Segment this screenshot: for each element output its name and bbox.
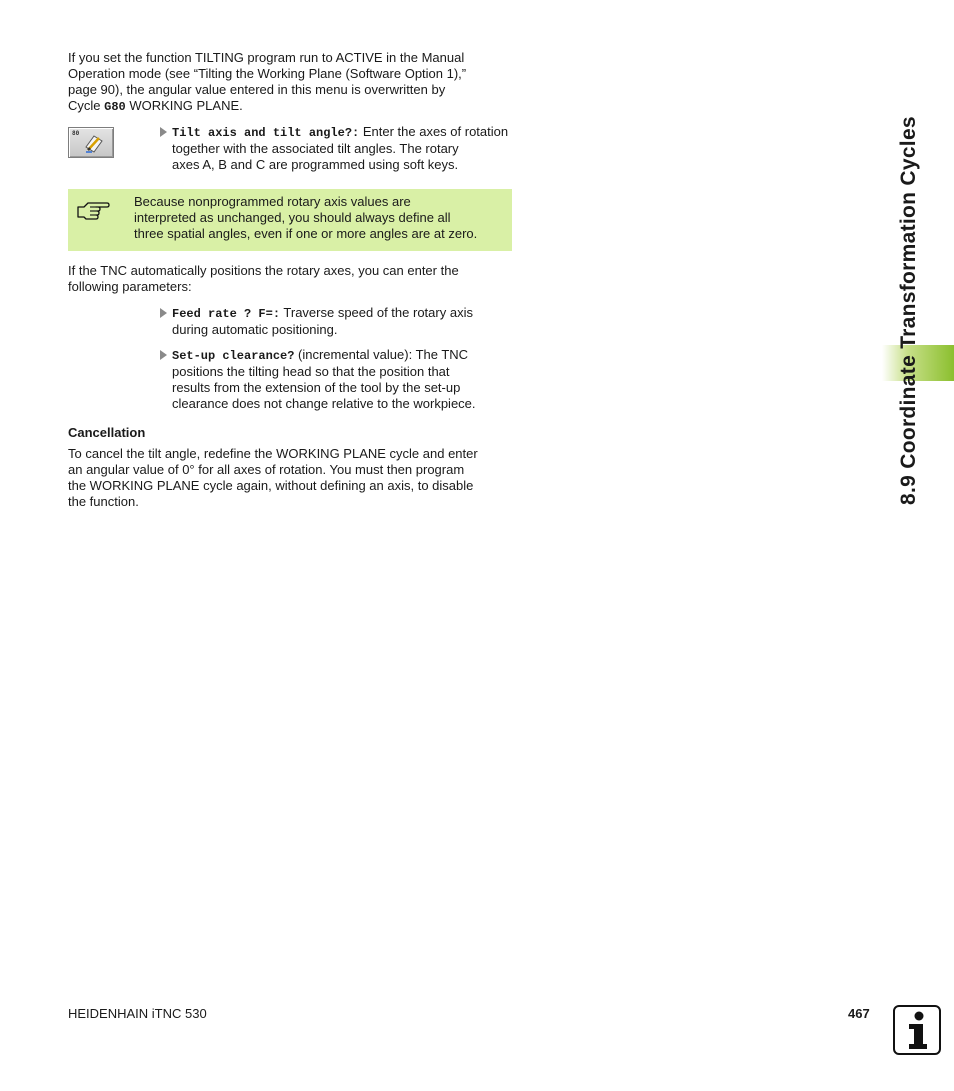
parameter-code: Tilt axis and tilt angle?: bbox=[172, 126, 360, 140]
feed-rate-parameter: Feed rate ? F=: Traverse speed of the rotary axis during automatic positioning. bbox=[172, 305, 517, 338]
parameter-code: Set-up clearance? bbox=[172, 349, 295, 363]
footer-product: HEIDENHAIN iTNC 530 bbox=[68, 1006, 207, 1021]
info-icon[interactable] bbox=[893, 1005, 941, 1055]
cycle-code: G80 bbox=[104, 100, 126, 114]
cancellation-heading: Cancellation bbox=[68, 425, 146, 440]
parameter-code: Feed rate ? F=: bbox=[172, 307, 281, 321]
cancellation-paragraph: To cancel the tilt angle, redefine the WORKING PLANE cycle and enter an angular value of 0° for all axes of rotation. You must then program the WORKING PLANE cycle again, without defining an axis, to disable the function. bbox=[68, 446, 478, 509]
tilt-axis-parameter: Tilt axis and tilt angle?: Enter the axes of rotation together with the associated tilt angles. The rotary axes A, B and C are programmed using soft keys. bbox=[172, 124, 517, 173]
info-glyph-icon bbox=[895, 1007, 939, 1053]
intro-line: Operation mode (see “Tilting the Working Plane (Software Option 1),” bbox=[68, 66, 467, 81]
tilted-plane-pencil-icon bbox=[84, 133, 104, 153]
intro-line: page 90), the angular value entered in this menu is overwritten by bbox=[68, 82, 446, 97]
intro-paragraph bbox=[68, 50, 513, 115]
softkey-label: 80 bbox=[72, 130, 80, 137]
intro-line: Cycle G80 WORKING PLANE. bbox=[68, 98, 243, 114]
bullet-arrow-icon bbox=[160, 308, 167, 318]
working-plane-softkey-icon bbox=[68, 127, 114, 158]
page-number: 467 bbox=[848, 1006, 870, 1021]
setup-clearance-parameter: Set-up clearance? (incremental value): The TNC positions the tilting head so that the position that results from the extension of the tool by the set-up clearance does not change relative to the workpiece. bbox=[172, 347, 517, 412]
note-text: Because nonprogrammed rotary axis values are interpreted as unchanged, you should always define all three spatial angles, even if one or more angles are at zero. bbox=[134, 194, 478, 241]
auto-position-paragraph: If the TNC automatically positions the rotary axes, you can enter the following parameters: bbox=[68, 263, 459, 294]
note-box bbox=[68, 189, 512, 251]
chapter-side-title: 8.9 Coordinate Transformation Cycles bbox=[897, 116, 920, 505]
intro-line: If you set the function TILTING program run to ACTIVE in the Manual bbox=[68, 50, 465, 65]
pointing-hand-icon bbox=[76, 199, 110, 225]
bullet-arrow-icon bbox=[160, 350, 167, 360]
bullet-arrow-icon bbox=[160, 127, 167, 137]
